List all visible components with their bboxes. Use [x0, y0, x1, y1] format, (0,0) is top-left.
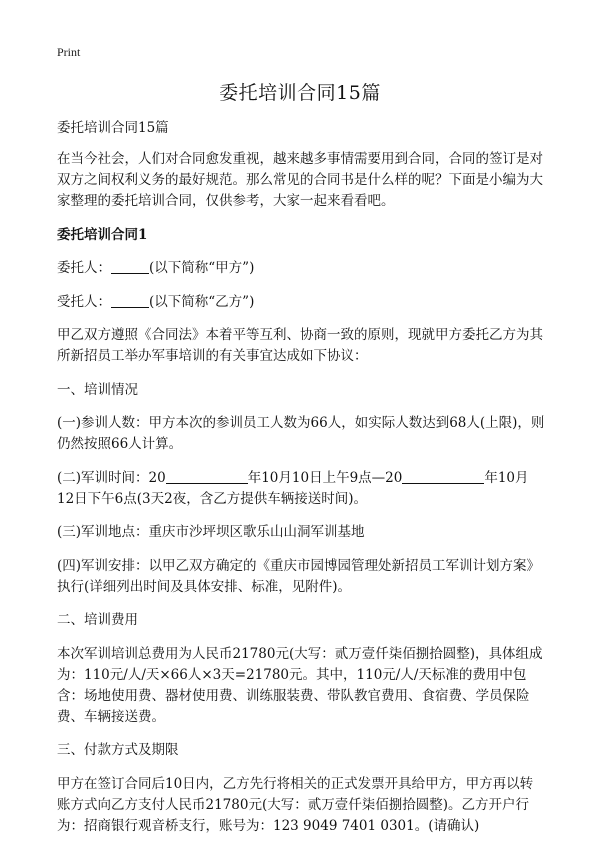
item2-part-c: 年10月12日下午6点(3天2夜，含乙方提供车辆接送时间)。	[57, 469, 529, 507]
item3-paragraph: (三)军训地点：重庆市沙坪坝区歌乐山山洞军训基地	[57, 524, 365, 540]
agent-blank	[111, 293, 149, 308]
document-subtitle: 委托培训合同15篇	[57, 120, 169, 136]
document-title: 委托培训合同15篇	[219, 82, 381, 104]
item4-paragraph: (四)军训安排：以甲乙双方确定的《重庆市园博园管理处新招员工军训计划方案》执行(详细列出时间及具体安排、标准，见附件)。	[57, 557, 541, 595]
preamble-paragraph: 甲乙双方遵照《合同法》本着平等互利、协商一致的原则，现就甲方委托乙方为其所新招员工举办军事培训的有关事宜达成如下协议：	[57, 327, 543, 364]
agent-label: 受托人：	[57, 293, 111, 310]
part3-title: 三、付款方式及期限	[57, 742, 179, 758]
intro-paragraph: 在当今社会，人们对合同愈发重视，越来越多事情需要用到合同，合同的签订是对双方之间权利义务的最好规范。那么常见的合同书是什么样的呢？下面是小编为大家整理的委托培训合同，仅供参考，大家一起来看看吧。	[57, 151, 543, 209]
document-body	[57, 118, 545, 849]
item2-paragraph	[57, 468, 545, 510]
principal-suffix: (以下简称“甲方”)	[149, 260, 255, 276]
item2-part-b: 年10月10日上午9点—20	[247, 469, 403, 486]
part1-title: 一、培训情况	[57, 381, 138, 398]
fees-paragraph: 本次军训培训总费用为人民币21780元(大写：贰万壹仟柒佰捌拾圆整)，具体组成为：110元/人/天×66人×3天=21780元。其中，110元/人/天标准的费用中包含：场地使用费、器材使用费、训练服装费、带队教官费用、食宿费、学员保险费、车辆接送费。	[57, 645, 543, 725]
principal-line	[57, 258, 545, 279]
year-blank-2	[402, 469, 484, 484]
part2-title: 二、培训费用	[57, 612, 138, 628]
payment-paragraph: 甲方在签订合同后10日内，乙方先行将相关的正式发票开具给甲方，甲方再以转账方式向乙方支付人民币21780元(大写：贰万壹仟柒佰捌拾圆整)。乙方开户行为：招商银行观音桥支行，账号为：123 9049 7401 0301。(请确认)	[57, 775, 534, 834]
principal-blank	[111, 259, 149, 274]
item2-part-a: (二)军训时间：20	[57, 469, 166, 486]
agent-suffix: (以下简称“乙方”)	[149, 293, 255, 310]
year-blank-1	[166, 469, 248, 484]
section-heading: 委托培训合同1	[57, 226, 148, 243]
print-label[interactable]: Print	[57, 45, 81, 59]
agent-line	[57, 292, 545, 313]
item1-paragraph: (一)参训人数：甲方本次的参训员工人数为66人，如实际人数达到68人(上限)，则仍然按照66人计算。	[57, 415, 545, 452]
principal-label: 委托人：	[57, 260, 111, 276]
